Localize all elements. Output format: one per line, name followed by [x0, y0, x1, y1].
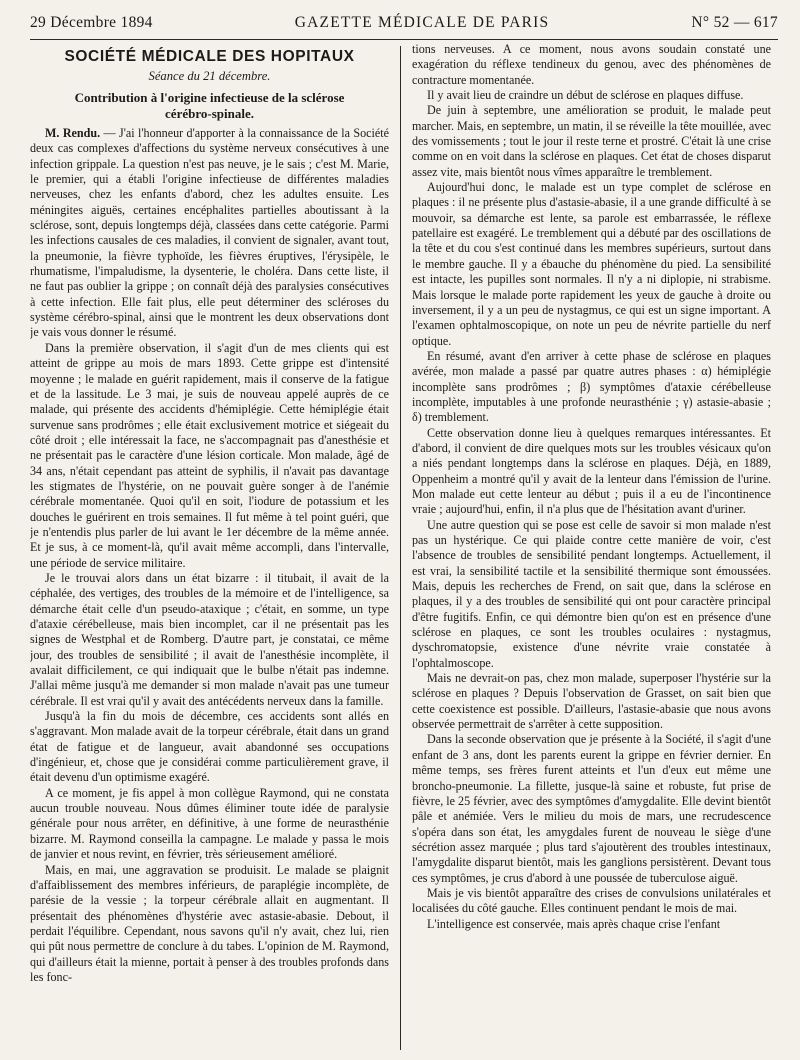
- right-column: [401, 40, 771, 1050]
- article-title-line-2: cérébro-spinale.: [165, 106, 254, 121]
- paragraph: Cette observation donne lieu à quelques remarques intéressantes. Et d'abord, il convient de dire quelques mots sur les troubles vésicaux qu'on a niés pendant longtemps dans la sclérose en plaques. Déjà, en 1889, Oppenheim a montré qu'il y avait de la lenteur dans l'émission de l'urine. Mon malade eut cette lenteur au début ; puis il a eu de l'incontinence vraie ; aujourd'hui, enfin, il n'a plus que de l'hésitation avant d'uriner.: [412, 425, 771, 517]
- page-number: N° 52 — 617: [691, 14, 778, 31]
- paragraph: L'intelligence est conservée, mais après chaque crise l'enfant: [427, 916, 721, 931]
- paragraph: Mais, en mai, une aggravation se produisit. Le malade se plaignit d'affaiblissement des membres inférieurs, de paraplégie incomplète, de parésie de la vessie ; la torpeur cérébrale allait en augmentant. Il présentait des phénomènes d'hystérie avec astasie-abasie. Debout, il perdait l'équilibre. Cependant, nous savons qu'il n'y avait, chez lui, rien qui pût nous permettre de conclure à du tabes. L'opinion de M. Raymond, qui d'ailleurs était la mienne, portait à penser à des troubles profonds dans les fonc-: [30, 862, 389, 984]
- header-date: 29 Décembre 1894: [30, 14, 153, 31]
- paragraph: Mais je vis bientôt apparaître des crises de convulsions unilatérales et localisées du côté gauche. Elles continuent pendant le mois de mai.: [412, 885, 771, 916]
- article-title-line-1: Contribution à l'origine infectieuse de la sclérose: [74, 90, 345, 105]
- paragraph: Aujourd'hui donc, le malade est un type complet de sclérose en plaques : il ne présente plus d'astasie-abasie, il a une grande difficulté à se mouvoir, sa démarche est lente, sa parole est embarrassée, le réflexe patellaire est exagéré. Le tremblement qui a débuté par des oscillations de la tête et du cou s'est continué dans les membres supérieurs, surtout dans le membre gauche. Il y a ébauche du phénomène du pied. La sensibilité est intacte, les pupilles sont normales. Il n'y a ni diplopie, ni strabisme. Mais lorsque le malade porte rapidement les yeux de gauche à droite ou inversement, il y a un peu de nystagmus, ce qui est un signe important. A l'examen ophtalmoscopique, on note un peu de névrite partielle du nerf optique.: [412, 180, 771, 348]
- paragraph: Dans la seconde observation que je présente à la Société, il s'agit d'une enfant de 3 ans, dont les parents eurent la grippe en février dernier. En même temps, ses frères furent atteints et l'un d'eux eut même une broncho-pneumonie. La fillette, jusque-là saine et robuste, fut prise de fièvre, le 25 février, avec des symptômes d'amygdalite. Elle devint bientôt pâle et anémiée. Vers le milieu du mois de mars, une recrudescence s'opéra dans son état, les amygdales furent de nouveau le siège d'une sécrétion assez marquée ; plus tard s'ajoutèrent des troubles intestinaux, l'amygdalite disparut bientôt, mais les ganglions persistèrent. Devant tous ces symptômes, je crus d'abord à une poussée de tuberculose aiguë.: [412, 732, 771, 885]
- left-column: [30, 40, 400, 1050]
- paragraph: Mais ne devrait-on pas, chez mon malade, superposer l'hystérie sur la sclérose en plaques ? Depuis l'observation de Grasset, on sait bien que cette coexistence est possible. D'ailleurs, l'astasie-abasie que nous avons observée permettrait de s'arrêter à cette supposition.: [412, 671, 771, 732]
- paragraph: En résumé, avant d'en arriver à cette phase de sclérose en plaques avérée, mon malade a passé par quatre autres phases : α) hémiplégie incomplète sans prodrômes ; β) symptômes d'ataxie cérébelleuse incomplète, imputables à une profonde neurasthénie ; γ) astasie-abasie ; δ) tremblement.: [412, 348, 771, 425]
- paragraph: Il y avait lieu de craindre un début de sclérose en plaques diffuse.: [427, 88, 744, 103]
- running-header: [30, 14, 778, 40]
- journal-title: GAZETTE MÉDICALE DE PARIS: [294, 14, 550, 31]
- paragraph: Une autre question qui se pose est celle de savoir si mon malade n'est pas un hystérique. Ce qui plaide contre cette manière de voir, c'est l'absence de troubles de sensibilité pendant longtemps. Actuellement, il est vrai, la sensibilité tactile et la sensibilité thermique sont émoussées. Mais, depuis les recherches de Frend, on sait que, dans la sclérose en plaques, il y a des troubles de sensibilité qui ont pour caractère principal d'être fugitifs. Enfin, ce qui démontre bien qu'on est en présence d'une sclérose en plaques, ce sont les troubles oculaires : nystagmus, dyschromatopsie, existence d'une névrite vraie constatée à l'ophtalmoscope.: [412, 517, 771, 670]
- paragraph-text: — J'ai l'honneur d'apporter à la connaissance de la Société deux cas complexes d'affections du système nerveux consécutives à une infection grippale. La question n'est pas neuve, je le sais ; c'est M. Marie, le premier, qui a établi l'origine infectieuse de différentes maladies nerveuses, chez les enfants d'abord, chez les adultes ensuite. Les méningites aiguës, certaines encéphalites partielles aboutissant à la sclérose, sont, depuis longtemps déjà, classées dans cette catégorie. Parmi les infections causales de ces maladies, il convient de signaler, avant tout, la pneumonie, la fièvre typhoïde, les fièvres éruptives, l'érysipèle, le rhumatisme, l'impaludisme, la dysenterie, le choléra. Dans cette liste, il ne faut pas oublier la grippe ; on connaît déjà des paralysies consécutives à cette infection. Elle fait plus, elle peut déterminer des scléroses du système cérébro-spinal, ainsi que le montrent les deux observations dont je vais vous donner le résumé.: [30, 126, 390, 340]
- paragraph: A ce moment, je fis appel à mon collègue Raymond, qui ne constata aucun trouble nouveau. Nous dûmes éliminer toute idée de paralysie générale pour nous arrêter, en définitive, à une forme de neurasthénie bizarre. M. Raymond conseilla la campagne. Le malade y passa le mois de janvier et nous revint, en février, très sérieusement amélioré.: [30, 785, 389, 862]
- two-column-body: [30, 40, 778, 1050]
- paragraph: De juin à septembre, une amélioration se produit, le malade peut marcher. Mais, en septembre, un matin, il se réveille la tête mouillée, avec des vomissements ; tout le jour il reste terne et prostré. C'était là une crise comme on en voit dans la sclérose en plaques. Cet état de choses disparut assez vite, mais bientôt nous vîmes apparaître le tremblement.: [412, 103, 771, 179]
- paragraph: Je le trouvai alors dans un état bizarre : il titubait, il avait de la céphalée, des vertiges, des troubles de la mémoire et de l'intelligence, sa démarche était celle d'un pseudo-ataxique ; c'était, en somme, un type d'ataxie cérébelleuse, mais bien incomplet, car il ne présentait pas les signes de Westphal et de Romberg. D'autre part, je constatai, ce même jour, des troubles de sensibilité ; il avait de l'anesthésie incomplète, il avalait difficilement, ce qui indiquait que le bulbe n'était pas indemne. J'allai même jusqu'à me demander si mon malade n'avait pas une tumeur cérébrale. Il est vrai qu'il y avait des antécédents nerveux dans la famille.: [30, 570, 389, 708]
- society-heading: SOCIÉTÉ MÉDICALE DES HOPITAUX: [64, 48, 355, 65]
- session-date: Séance du 21 décembre.: [148, 69, 271, 83]
- article-title: [30, 90, 389, 122]
- paragraph: Dans la première observation, il s'agit d'un de mes clients qui est atteint de grippe au mois de mars 1893. Cette grippe est d'intensité moyenne ; le malade en guérit rapidement, mais il conserve de la fatigue et de la lassitude. Le 3 mai, je suis de nouveau appelé auprès de ce malade, qui présente des accidents d'hémiplégie. Cette hémiplégie était survenue sans prodrômes ; elle était exclusivement motrice et siégeait du côté droit ; elle intéressait la face, ne s'accompagnait pas d'anesthésie et ne présentait pas le caractère d'une lésion corticale. Mon malade, âgé de 34 ans, n'était cependant pas atteint de syphilis, il n'avait pas davantage les stigmates de l'hystérie, on ne pouvait guère songer à de l'anémie cérébrale momentanée. Quoi qu'il en soit, l'iodure de potassium et les douches le guérirent en trois semaines. Il fut même à tel point guéri, que je n'entendis plus parler de lui avant le 1er décembre de la même année. Et je sus, à ce moment-là, qu'il avait même accompli, dans l'intervalle, une période de service militaire.: [30, 340, 389, 570]
- paragraph: [30, 126, 389, 341]
- paragraph: Jusqu'à la fin du mois de décembre, ces accidents sont allés en s'aggravant. Mon malade avait de la torpeur cérébrale, était dans un grand état de fatigue et de langueur, avait abandonné ses occupations d'ingénieur, et, chose que je considérai comme particulièrement grave, il était devenu d'un optimisme exagéré.: [30, 709, 389, 785]
- speaker-name: M. Rendu.: [45, 126, 101, 140]
- paragraph: tions nerveuses. A ce moment, nous avons soudain constaté une exagération du réflexe tendineux du genou, avec des phénomènes de contracture momentanée.: [412, 42, 771, 87]
